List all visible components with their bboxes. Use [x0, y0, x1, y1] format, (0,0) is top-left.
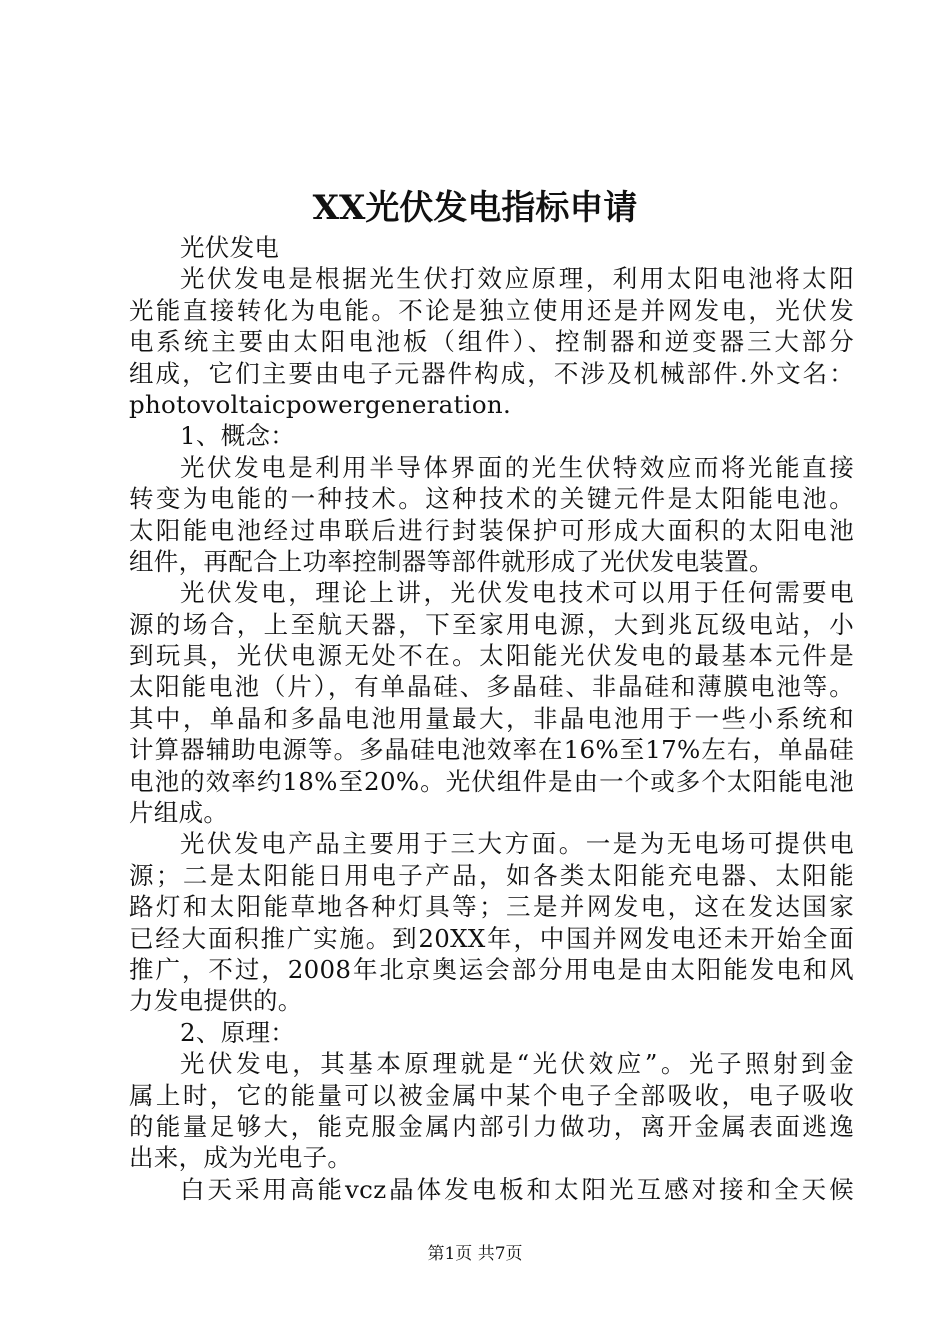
body-line: 组成，它们主要由电子元器件构成，不涉及机械部件.外文名：	[129, 358, 854, 388]
body-line: 的能量足够大，能克服金属内部引力做功，离开金属表面逃逸	[129, 1111, 854, 1141]
body-line: 已经大面积推广实施。到20XX年，中国并网发电还未开始全面	[129, 923, 854, 953]
body-line: 到玩具，光伏电源无处不在。太阳能光伏发电的最基本元件是	[129, 641, 854, 671]
body-line: 组件，再配合上功率控制器等部件就形成了光伏发电装置。	[129, 546, 774, 576]
body-line: 光伏发电，其基本原理就是“光伏效应”。光子照射到金	[180, 1049, 854, 1079]
body-line: 电池的效率约18%至20%。光伏组件是由一个或多个太阳能电池	[129, 766, 854, 796]
body-line: 光伏发电是利用半导体界面的光生伏特效应而将光能直接	[180, 452, 854, 482]
body-line: 力发电提供的。	[129, 986, 303, 1016]
body-line: 太阳能电池经过串联后进行封装保护可形成大面积的太阳电池	[129, 515, 854, 545]
body-line: 太阳能电池（片），有单晶硅、多晶硅、非晶硅和薄膜电池等。	[129, 672, 854, 702]
body-line: 1、概念：	[180, 421, 296, 451]
body-line: 光伏发电是根据光生伏打效应原理，利用太阳电池将太阳	[180, 264, 854, 294]
body-line: 光伏发电	[180, 233, 280, 262]
body-line: 其中，单晶和多晶电池用量最大，非晶电池用于一些小系统和	[129, 703, 854, 733]
body-line: 路灯和太阳能草地各种灯具等；三是并网发电，这在发达国家	[129, 892, 854, 922]
body-line: 白天采用高能vcz晶体发电板和太阳光互感对接和全天候	[180, 1174, 854, 1204]
body-line: photovoltaicpowergeneration.	[129, 389, 512, 419]
page-number-footer: 第1页 共7页	[427, 1244, 523, 1264]
body-line: 推广，不过，2008年北京奥运会部分用电是由太阳能发电和风	[129, 954, 854, 984]
body-line: 源；二是太阳能日用电子产品，如各类太阳能充电器、太阳能	[129, 860, 854, 890]
body-line: 2、原理：	[180, 1017, 296, 1047]
body-line: 转变为电能的一种技术。这种技术的关键元件是太阳能电池。	[129, 484, 854, 514]
body-line: 源的场合，上至航天器，下至家用电源，大到兆瓦级电站，小	[129, 609, 854, 639]
document-title: XX光伏发电指标申请	[312, 188, 638, 228]
document-body	[129, 232, 854, 1205]
body-line: 出来，成为光电子。	[129, 1143, 353, 1173]
body-line: 片组成。	[129, 798, 229, 828]
body-line: 电系统主要由太阳电池板（组件）、控制器和逆变器三大部分	[129, 327, 854, 357]
body-line: 光伏发电产品主要用于三大方面。一是为无电场可提供电	[180, 829, 854, 859]
body-line: 计算器辅助电源等。多晶硅电池效率在16%至17%左右，单晶硅	[129, 735, 854, 765]
body-line: 属上时，它的能量可以被金属中某个电子全部吸收，电子吸收	[129, 1080, 854, 1110]
body-line: 光伏发电，理论上讲，光伏发电技术可以用于任何需要电	[180, 578, 854, 608]
body-line: 光能直接转化为电能。不论是独立使用还是并网发电，光伏发	[129, 295, 854, 325]
